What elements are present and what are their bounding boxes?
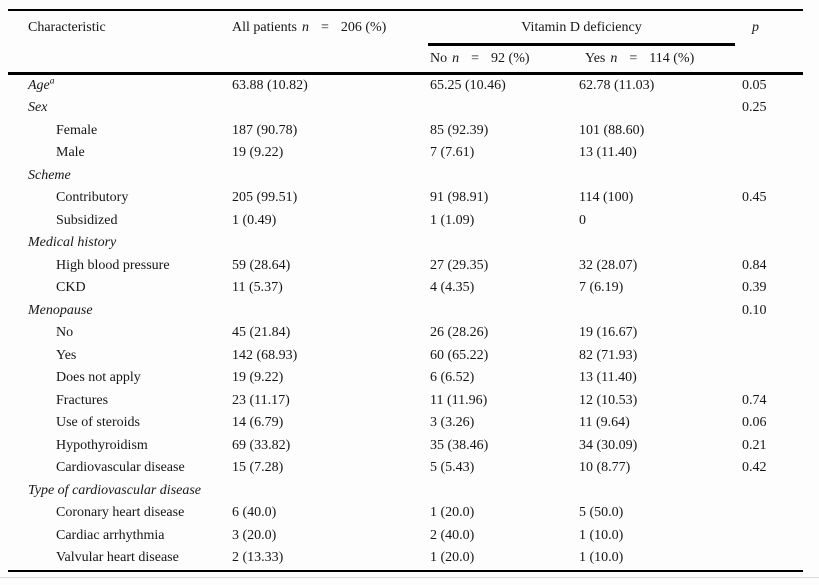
row-label-sub — [8, 367, 230, 390]
cell-all-patients: 19 (9.22) — [232, 145, 284, 160]
table-row — [8, 255, 803, 278]
cell-no-deficiency: 60 (65.22) — [430, 347, 489, 363]
cell-yes-deficiency: 82 (71.93) — [579, 347, 638, 363]
table-row — [8, 435, 803, 458]
row-label-section — [8, 73, 230, 97]
row-label-text: Cardiovascular disease — [56, 460, 185, 475]
cell-no-deficiency: 6 (6.52) — [430, 370, 475, 385]
cell-no-deficiency — [428, 165, 577, 188]
cell-no-deficiency — [428, 97, 577, 120]
cell-p-value: 0.21 — [742, 437, 767, 453]
cell-p-value: 0.39 — [742, 280, 767, 295]
cell-p-value: 0.05 — [742, 77, 767, 93]
cell-all-patients: 205 (99.51) — [232, 190, 298, 205]
cell-yes-deficiency: 11 (9.64) — [579, 415, 630, 430]
cell-yes-deficiency — [577, 232, 735, 255]
table-row — [8, 345, 803, 368]
cell-yes-deficiency: 114 (100) — [579, 190, 634, 205]
col-header-p — [735, 10, 803, 73]
cell-all-patients: 45 (21.84) — [232, 325, 291, 340]
cell-no-deficiency: 4 (4.35) — [430, 280, 475, 295]
header-row-1 — [8, 10, 803, 44]
cell-p-value — [735, 547, 803, 571]
row-label-text: Medical history — [28, 235, 117, 250]
cell-p-value — [735, 232, 803, 255]
cell-no-deficiency: 91 (98.91) — [430, 190, 489, 205]
cell-no-deficiency: 2 (40.0) — [430, 527, 475, 543]
row-label-text: CKD — [56, 280, 86, 295]
cell-no-deficiency — [428, 300, 577, 323]
cell-yes-deficiency: 62.78 (11.03) — [579, 77, 655, 93]
cell-all-patients: 19 (9.22) — [232, 370, 284, 385]
row-label-section — [8, 232, 230, 255]
n-symbol: n — [301, 20, 309, 35]
table-row — [8, 210, 803, 233]
cell-yes-deficiency: 12 (10.53) — [579, 392, 638, 408]
table-row — [8, 480, 803, 503]
row-label-sub — [8, 345, 230, 368]
table-row — [8, 142, 803, 165]
table-row — [8, 120, 803, 143]
cell-yes-deficiency — [577, 300, 735, 323]
cell-p-value: 0.84 — [742, 257, 767, 273]
p-symbol: p — [752, 20, 760, 35]
cell-no-deficiency: 65.25 (10.46) — [430, 77, 506, 93]
cell-yes-deficiency: 13 (11.40) — [579, 145, 637, 160]
table-row — [8, 277, 803, 300]
table-row — [8, 390, 803, 413]
table-row — [8, 367, 803, 390]
row-label-text: Sex — [28, 100, 48, 115]
col-header-no — [428, 44, 577, 73]
row-label-sub — [8, 525, 230, 548]
cell-p-value: 0.25 — [742, 100, 767, 115]
cell-no-deficiency: 35 (38.46) — [430, 437, 489, 453]
row-label-sub — [8, 390, 230, 413]
cell-p-value: 0.42 — [742, 460, 767, 475]
equals-sign: = — [320, 20, 329, 35]
cell-no-deficiency: 1 (20.0) — [430, 550, 475, 565]
table-row — [8, 547, 803, 571]
no-count: 92 (%) — [491, 50, 530, 66]
row-label-section — [8, 165, 230, 188]
equals-sign: = — [629, 50, 638, 66]
cell-no-deficiency — [428, 480, 577, 503]
yes-count: 114 (%) — [649, 50, 695, 66]
cell-p-value — [735, 367, 803, 390]
no-label: No — [430, 50, 448, 66]
cell-yes-deficiency: 0 — [579, 212, 586, 228]
cell-p-value — [735, 525, 803, 548]
row-label-text: Scheme — [28, 167, 71, 183]
cell-no-deficiency: 5 (5.43) — [430, 460, 475, 475]
row-label-sub — [8, 547, 230, 571]
table-row — [8, 457, 803, 480]
row-label-text: Female — [56, 122, 98, 138]
cell-p-value — [735, 142, 803, 165]
table-row — [8, 502, 803, 525]
row-label-sub — [8, 412, 230, 435]
row-label-text: Yes — [56, 347, 77, 363]
col-header-characteristic — [8, 10, 230, 73]
cell-all-patients — [230, 165, 428, 188]
cell-p-value — [735, 165, 803, 188]
cell-yes-deficiency — [577, 97, 735, 120]
row-label-sub — [8, 210, 230, 233]
row-label-text: Type of cardiovascular disease — [28, 482, 202, 498]
cell-all-patients: 59 (28.64) — [232, 257, 291, 273]
cell-all-patients: 187 (90.78) — [232, 122, 298, 138]
row-label-sub — [8, 187, 230, 210]
row-label-text: Subsidized — [56, 212, 118, 228]
cell-all-patients — [230, 97, 428, 120]
table-row — [8, 187, 803, 210]
row-label-text: Male — [56, 145, 85, 160]
table-row — [8, 97, 803, 120]
equals-sign: = — [471, 50, 480, 66]
cell-no-deficiency: 26 (28.26) — [430, 325, 489, 340]
table-row — [8, 232, 803, 255]
footnote-marker: a — [49, 75, 55, 86]
row-label-sub — [8, 277, 230, 300]
cell-all-patients: 6 (40.0) — [232, 505, 277, 520]
col-header-all-patients — [230, 10, 428, 73]
row-label-sub — [8, 255, 230, 278]
characteristics-table — [8, 9, 803, 572]
n-symbol: n — [610, 50, 618, 66]
cell-no-deficiency: 1 (20.0) — [430, 505, 475, 520]
cell-yes-deficiency: 34 (30.09) — [579, 437, 638, 453]
cell-yes-deficiency: 19 (16.67) — [579, 325, 638, 340]
cell-yes-deficiency: 1 (10.0) — [579, 527, 624, 543]
col-header-vitamin-d-deficiency — [428, 10, 735, 44]
cell-yes-deficiency: 101 (88.60) — [579, 122, 645, 138]
cell-p-value — [735, 322, 803, 345]
table-row — [8, 73, 803, 97]
row-label-sub — [8, 142, 230, 165]
cell-yes-deficiency — [577, 480, 735, 503]
cell-p-value — [735, 502, 803, 525]
cell-all-patients: 1 (0.49) — [232, 212, 277, 228]
cell-all-patients — [230, 232, 428, 255]
table-body — [8, 73, 803, 571]
table-row — [8, 525, 803, 548]
cell-no-deficiency: 27 (29.35) — [430, 257, 489, 273]
cell-p-value: 0.10 — [742, 302, 767, 318]
row-label-sub — [8, 502, 230, 525]
cell-p-value: 0.45 — [742, 190, 767, 205]
table-row — [8, 300, 803, 323]
row-label-text: Use of steroids — [56, 415, 140, 430]
vitamin-d-deficiency-label: Vitamin D deficiency — [521, 20, 642, 35]
cell-p-value: 0.06 — [742, 415, 767, 430]
cell-p-value: 0.74 — [742, 392, 767, 408]
cell-all-patients: 23 (11.17) — [232, 392, 290, 408]
table-row — [8, 412, 803, 435]
cell-all-patients — [230, 300, 428, 323]
row-label-text: High blood pressure — [56, 257, 170, 273]
cell-no-deficiency: 1 (1.09) — [430, 212, 475, 228]
row-label-sub — [8, 322, 230, 345]
row-label-sub — [8, 435, 230, 458]
col-header-characteristic-label: Characteristic — [28, 20, 106, 35]
cell-p-value — [735, 345, 803, 368]
page-bottom-edge — [0, 577, 819, 578]
row-label-section — [8, 97, 230, 120]
cell-no-deficiency — [428, 232, 577, 255]
all-patients-label: All patients — [232, 20, 297, 35]
cell-no-deficiency: 85 (92.39) — [430, 122, 489, 138]
cell-yes-deficiency: 13 (11.40) — [579, 370, 637, 385]
row-label-text: Hypothyroidism — [56, 437, 148, 453]
row-label-sub — [8, 120, 230, 143]
row-label-text: Fractures — [56, 392, 109, 408]
cell-yes-deficiency: 7 (6.19) — [579, 280, 624, 295]
row-label-text: Valvular heart disease — [56, 550, 179, 565]
all-patients-count: 206 (%) — [340, 20, 387, 35]
row-label-text: No — [56, 325, 74, 340]
cell-yes-deficiency: 1 (10.0) — [579, 550, 624, 565]
col-header-yes — [577, 44, 735, 73]
row-label-text: Age — [28, 77, 50, 93]
cell-yes-deficiency: 5 (50.0) — [579, 505, 624, 520]
cell-p-value — [735, 210, 803, 233]
row-label-sub — [8, 457, 230, 480]
cell-no-deficiency: 7 (7.61) — [430, 145, 475, 160]
cell-all-patients: 69 (33.82) — [232, 437, 291, 453]
cell-all-patients: 3 (20.0) — [232, 527, 277, 543]
table-row — [8, 322, 803, 345]
cell-yes-deficiency — [577, 165, 735, 188]
cell-all-patients: 11 (5.37) — [232, 280, 283, 295]
cell-all-patients: 142 (68.93) — [232, 347, 298, 363]
table-row — [8, 165, 803, 188]
row-label-text: Cardiac arrhythmia — [56, 527, 165, 543]
yes-label: Yes — [585, 50, 606, 66]
cell-p-value — [735, 120, 803, 143]
cell-all-patients — [230, 480, 428, 503]
cell-no-deficiency: 3 (3.26) — [430, 415, 475, 430]
cell-all-patients: 63.88 (10.82) — [232, 77, 308, 93]
row-label-text: Menopause — [28, 302, 93, 318]
row-label-section — [8, 480, 230, 503]
row-label-text: Contributory — [56, 190, 129, 205]
cell-all-patients: 15 (7.28) — [232, 460, 284, 475]
row-label-text: Coronary heart disease — [56, 505, 185, 520]
cell-all-patients: 2 (13.33) — [232, 550, 284, 565]
row-label-text: Does not apply — [56, 370, 141, 385]
cell-yes-deficiency: 10 (8.77) — [579, 460, 631, 475]
cell-no-deficiency: 11 (11.96) — [430, 392, 488, 408]
row-label-section — [8, 300, 230, 323]
cell-yes-deficiency: 32 (28.07) — [579, 257, 638, 273]
n-symbol: n — [452, 50, 460, 66]
cell-p-value — [735, 480, 803, 503]
cell-all-patients: 14 (6.79) — [232, 415, 284, 430]
